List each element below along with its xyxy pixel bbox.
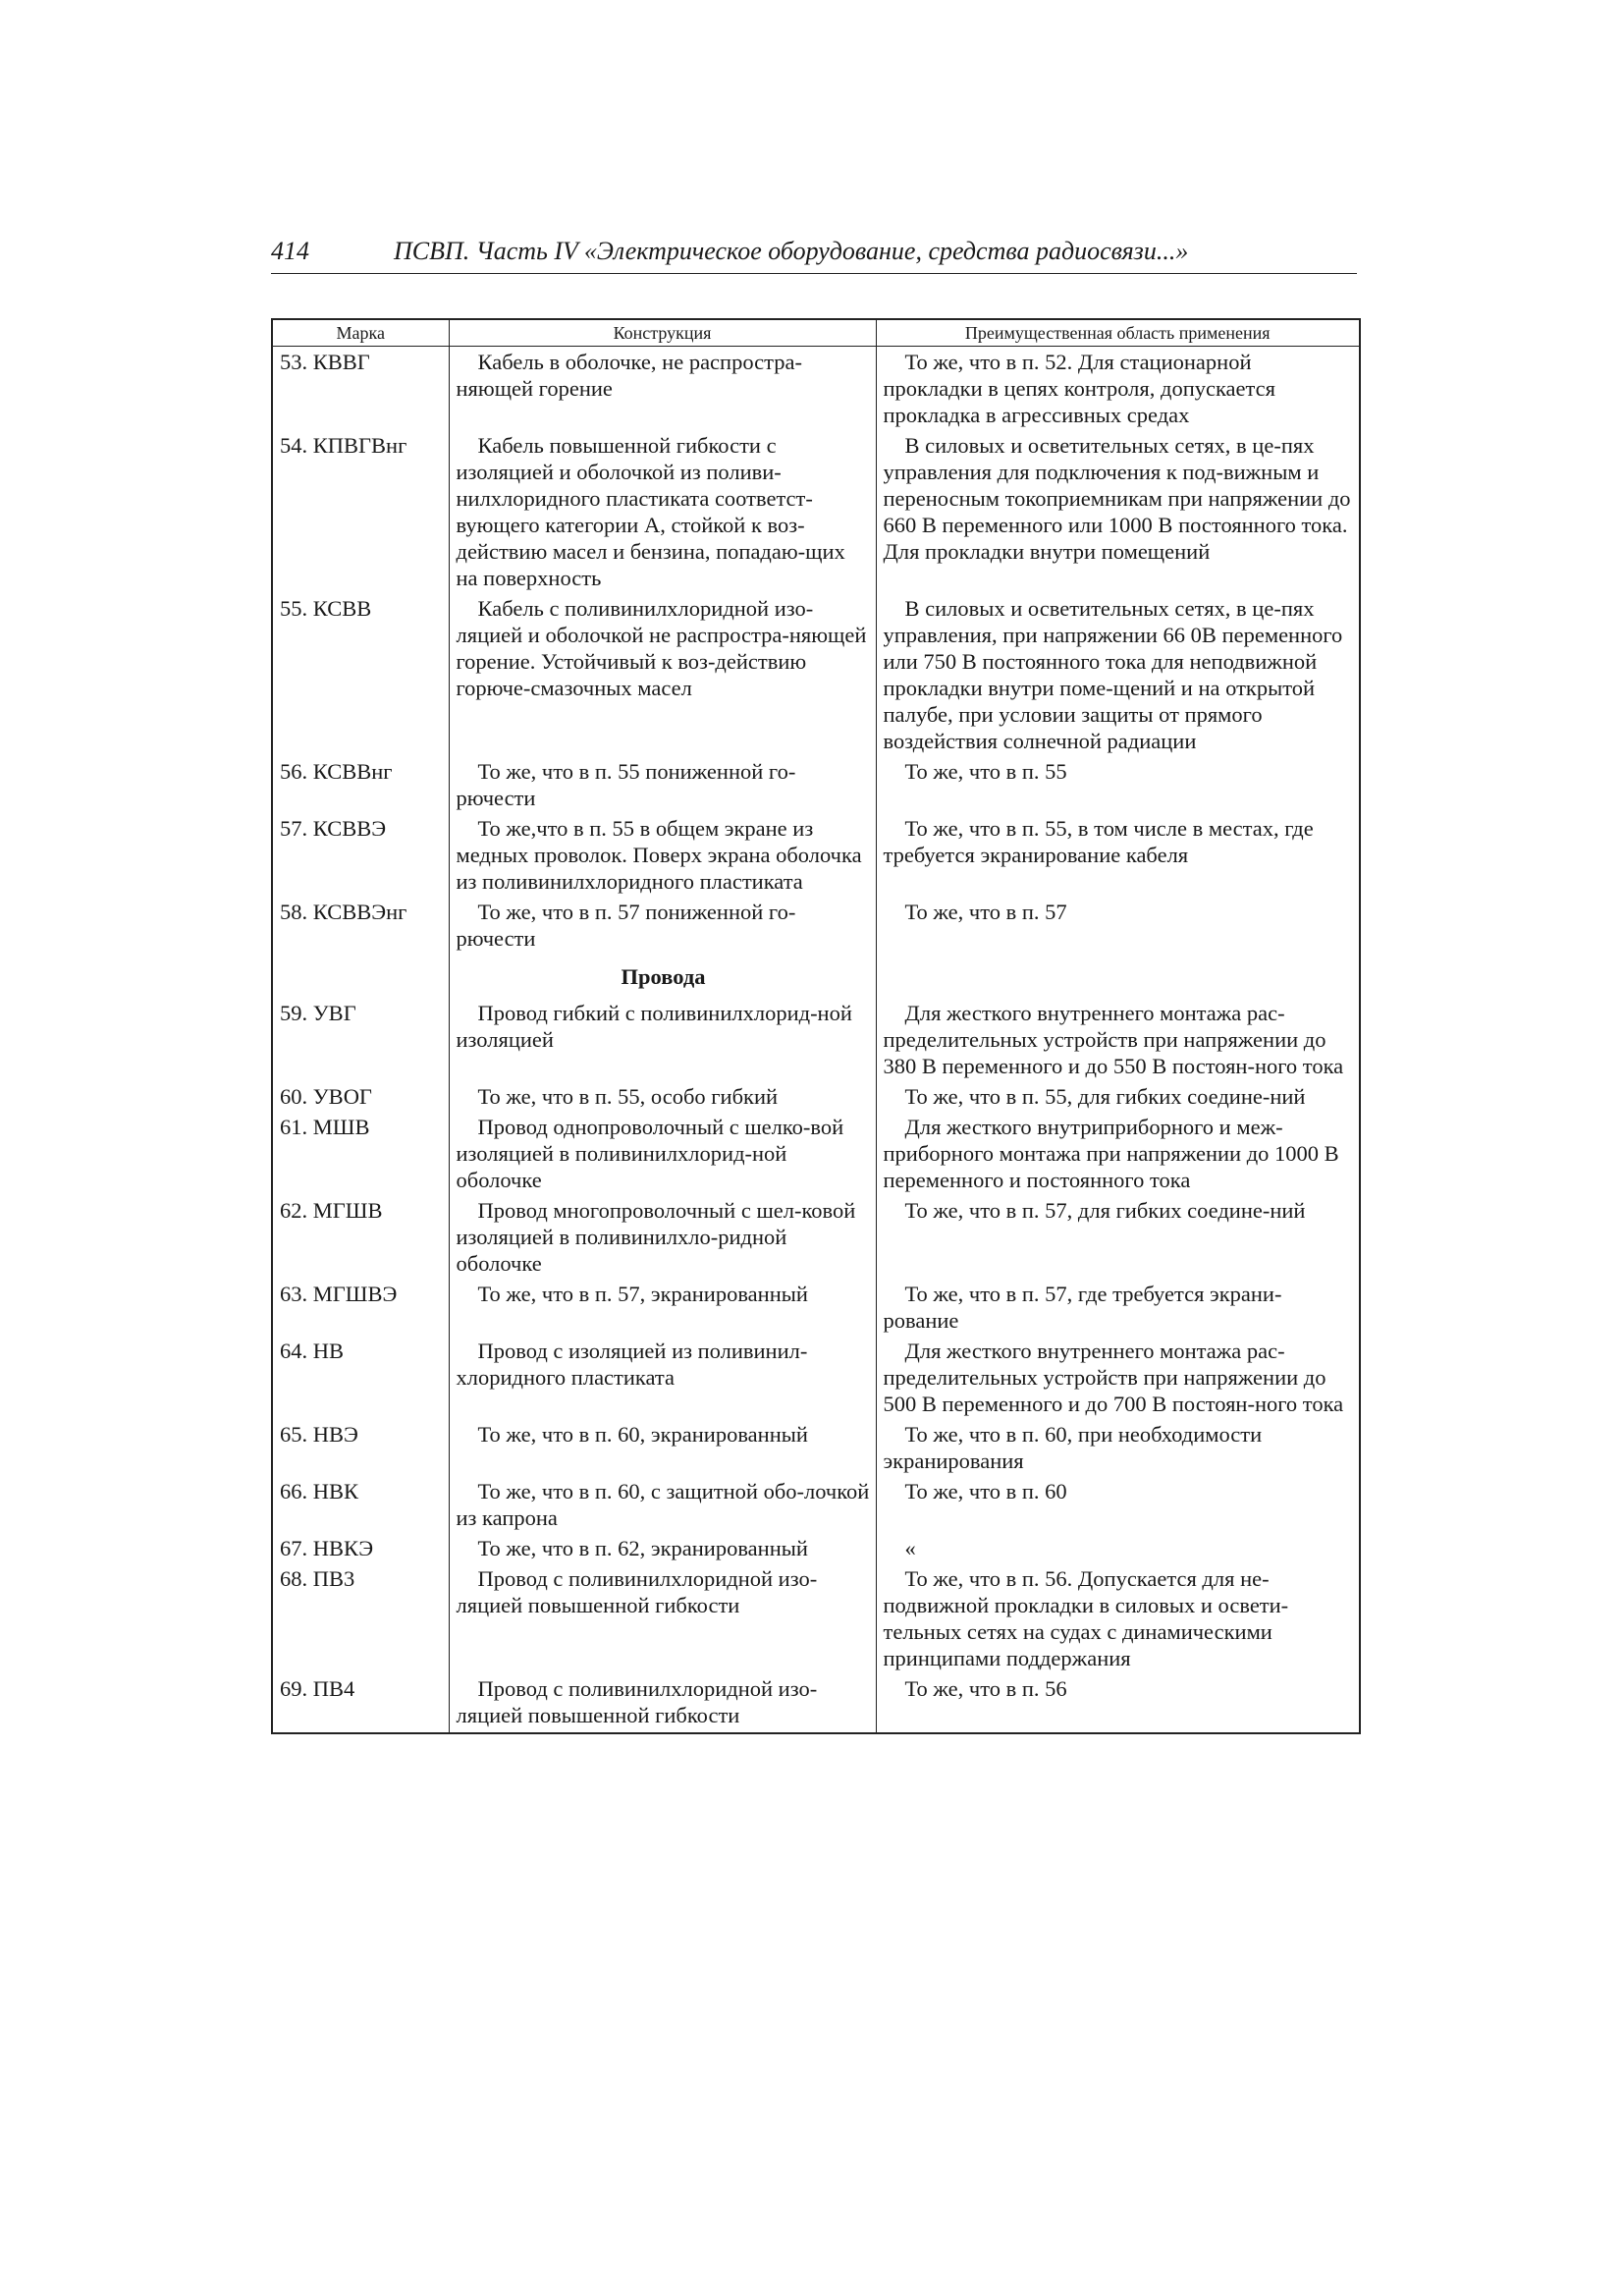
wires-body — [272, 998, 1360, 1733]
column-header-construction: Конструкция — [449, 319, 876, 347]
table-row — [272, 347, 1360, 433]
table-row — [272, 899, 1360, 956]
application-cell: То же, что в п. 56 — [876, 1675, 1360, 1733]
application-cell: То же, что в п. 60 — [876, 1478, 1360, 1535]
construction-cell: Провод гибкий с поливинилхлорид-ной изоляцией — [449, 998, 876, 1083]
construction-cell: То же, что в п. 57, экранированный — [449, 1281, 876, 1338]
table-row — [272, 1535, 1360, 1565]
mark-cell: 67. НВКЭ — [272, 1535, 449, 1565]
mark-cell: 56. КСВВнг — [272, 758, 449, 815]
construction-cell: То же, что в п. 62, экранированный — [449, 1535, 876, 1565]
application-cell: В силовых и осветительных сетях, в це-пях управления для подключения к под-вижным и переносным токоприемникам при напряжении до 660 В переменного или 1000 В постоянного тока. Для прокладки внутри помещений — [876, 432, 1360, 595]
construction-cell: То же, что в п. 60, экранированный — [449, 1421, 876, 1478]
application-cell: То же, что в п. 55, для гибких соедине-ний — [876, 1083, 1360, 1114]
application-cell: То же, что в п. 57 — [876, 899, 1360, 956]
mark-cell: 54. КПВГВнг — [272, 432, 449, 595]
mark-cell: 59. УВГ — [272, 998, 449, 1083]
mark-cell: 60. УВОГ — [272, 1083, 449, 1114]
table-row — [272, 1197, 1360, 1281]
running-title: ПСВП. Часть IV «Электрическое оборудование, средства радиосвязи...» — [394, 237, 1189, 265]
application-cell: То же, что в п. 57, для гибких соедине-ний — [876, 1197, 1360, 1281]
mark-cell: 57. КСВВЭ — [272, 815, 449, 899]
application-cell: То же, что в п. 55, в том числе в местах, где требуется экранирование кабеля — [876, 815, 1360, 899]
construction-cell: Кабель с поливинилхлоридной изо-ляцией и оболочкой не распростра-няющей горение. Устойчивый к воз-действию горюче-смазочных масел — [449, 595, 876, 758]
construction-cell: То же,что в п. 55 в общем экране из медных проволок. Поверх экрана оболочка из поливинилхлоридного пластиката — [449, 815, 876, 899]
cable-table — [271, 318, 1361, 1734]
table-row — [272, 1478, 1360, 1535]
page-header — [271, 236, 1357, 274]
mark-cell: 65. НВЭ — [272, 1421, 449, 1478]
table-row — [272, 595, 1360, 758]
page-number: 414 — [271, 237, 309, 265]
column-header-application: Преимущественная область применения — [876, 319, 1360, 347]
construction-cell: Кабель в оболочке, не распростра-няющей горение — [449, 347, 876, 433]
construction-cell: Провод с поливинилхлоридной изо-ляцией повышенной гибкости — [449, 1675, 876, 1733]
table-row — [272, 1114, 1360, 1197]
application-cell: То же, что в п. 60, при необходимости экранирования — [876, 1421, 1360, 1478]
table-row — [272, 1083, 1360, 1114]
table-row — [272, 1338, 1360, 1421]
table-row — [272, 998, 1360, 1083]
application-cell: То же, что в п. 52. Для стационарной прокладки в цепях контроля, допускается прокладка в агрессивных средах — [876, 347, 1360, 433]
construction-cell: То же, что в п. 55, особо гибкий — [449, 1083, 876, 1114]
mark-cell: 68. ПВ3 — [272, 1565, 449, 1675]
application-cell: « — [876, 1535, 1360, 1565]
table-row — [272, 815, 1360, 899]
mark-cell: 61. МШВ — [272, 1114, 449, 1197]
construction-cell: Провод с поливинилхлоридной изо-ляцией повышенной гибкости — [449, 1565, 876, 1675]
mark-cell: 53. КВВГ — [272, 347, 449, 433]
construction-cell: Провод многопроволочный с шел-ковой изоляцией в поливинилхло-ридной оболочке — [449, 1197, 876, 1281]
mark-cell: 66. НВК — [272, 1478, 449, 1535]
application-cell: Для жесткого внутреннего монтажа рас-пределительных устройств при напряжении до 380 В переменного и до 550 В постоян-ного тока — [876, 998, 1360, 1083]
cables-body — [272, 347, 1360, 957]
table-row — [272, 1675, 1360, 1733]
table-row — [272, 1421, 1360, 1478]
mark-cell: 69. ПВ4 — [272, 1675, 449, 1733]
application-cell: То же, что в п. 55 — [876, 758, 1360, 815]
mark-cell: 55. КСВВ — [272, 595, 449, 758]
section-row — [272, 956, 1360, 998]
table-row — [272, 1565, 1360, 1675]
mark-cell: 63. МГШВЭ — [272, 1281, 449, 1338]
construction-cell: То же, что в п. 60, с защитной обо-лочкой из капрона — [449, 1478, 876, 1535]
table-row — [272, 1281, 1360, 1338]
section-body — [272, 956, 1360, 998]
application-cell: Для жесткого внутриприборного и меж-приборного монтажа при напряжении до 1000 В переменного и постоянного тока — [876, 1114, 1360, 1197]
construction-cell: Провод с изоляцией из поливинил-хлоридного пластиката — [449, 1338, 876, 1421]
application-cell: То же, что в п. 56. Допускается для не-подвижной прокладки в силовых и освети-тельных сетях на судах с динамическими принципами поддержания — [876, 1565, 1360, 1675]
application-cell: То же, что в п. 57, где требуется экрани-рование — [876, 1281, 1360, 1338]
construction-cell: То же, что в п. 55 пониженной го-рючести — [449, 758, 876, 815]
section-title: Провода — [449, 956, 876, 998]
column-header-mark: Марка — [272, 319, 449, 347]
mark-cell: 58. КСВВЭнг — [272, 899, 449, 956]
construction-cell: Провод однопроволочный с шелко-вой изоляцией в поливинилхлорид-ной оболочке — [449, 1114, 876, 1197]
table-header-row — [272, 319, 1360, 347]
mark-cell: 62. МГШВ — [272, 1197, 449, 1281]
application-cell: Для жесткого внутреннего монтажа рас-пределительных устройств при напряжении до 500 В переменного и до 700 В постоян-ного тока — [876, 1338, 1360, 1421]
table-row — [272, 758, 1360, 815]
construction-cell: Кабель повышенной гибкости с изоляцией и оболочкой из поливи-нилхлоридного пластиката соответст-вующего категории А, стойкой к воз-действию масел и бензина, попадаю-щих на поверхность — [449, 432, 876, 595]
construction-cell: То же, что в п. 57 пониженной го-рючести — [449, 899, 876, 956]
mark-cell: 64. НВ — [272, 1338, 449, 1421]
application-cell: В силовых и осветительных сетях, в це-пях управления, при напряжении 66 0В переменного или 750 В постоянного тока для неподвижной прокладки внутри поме-щений и на открытой палубе, при условии защиты от прямого воздействия солнечной радиации — [876, 595, 1360, 758]
table-row — [272, 432, 1360, 595]
